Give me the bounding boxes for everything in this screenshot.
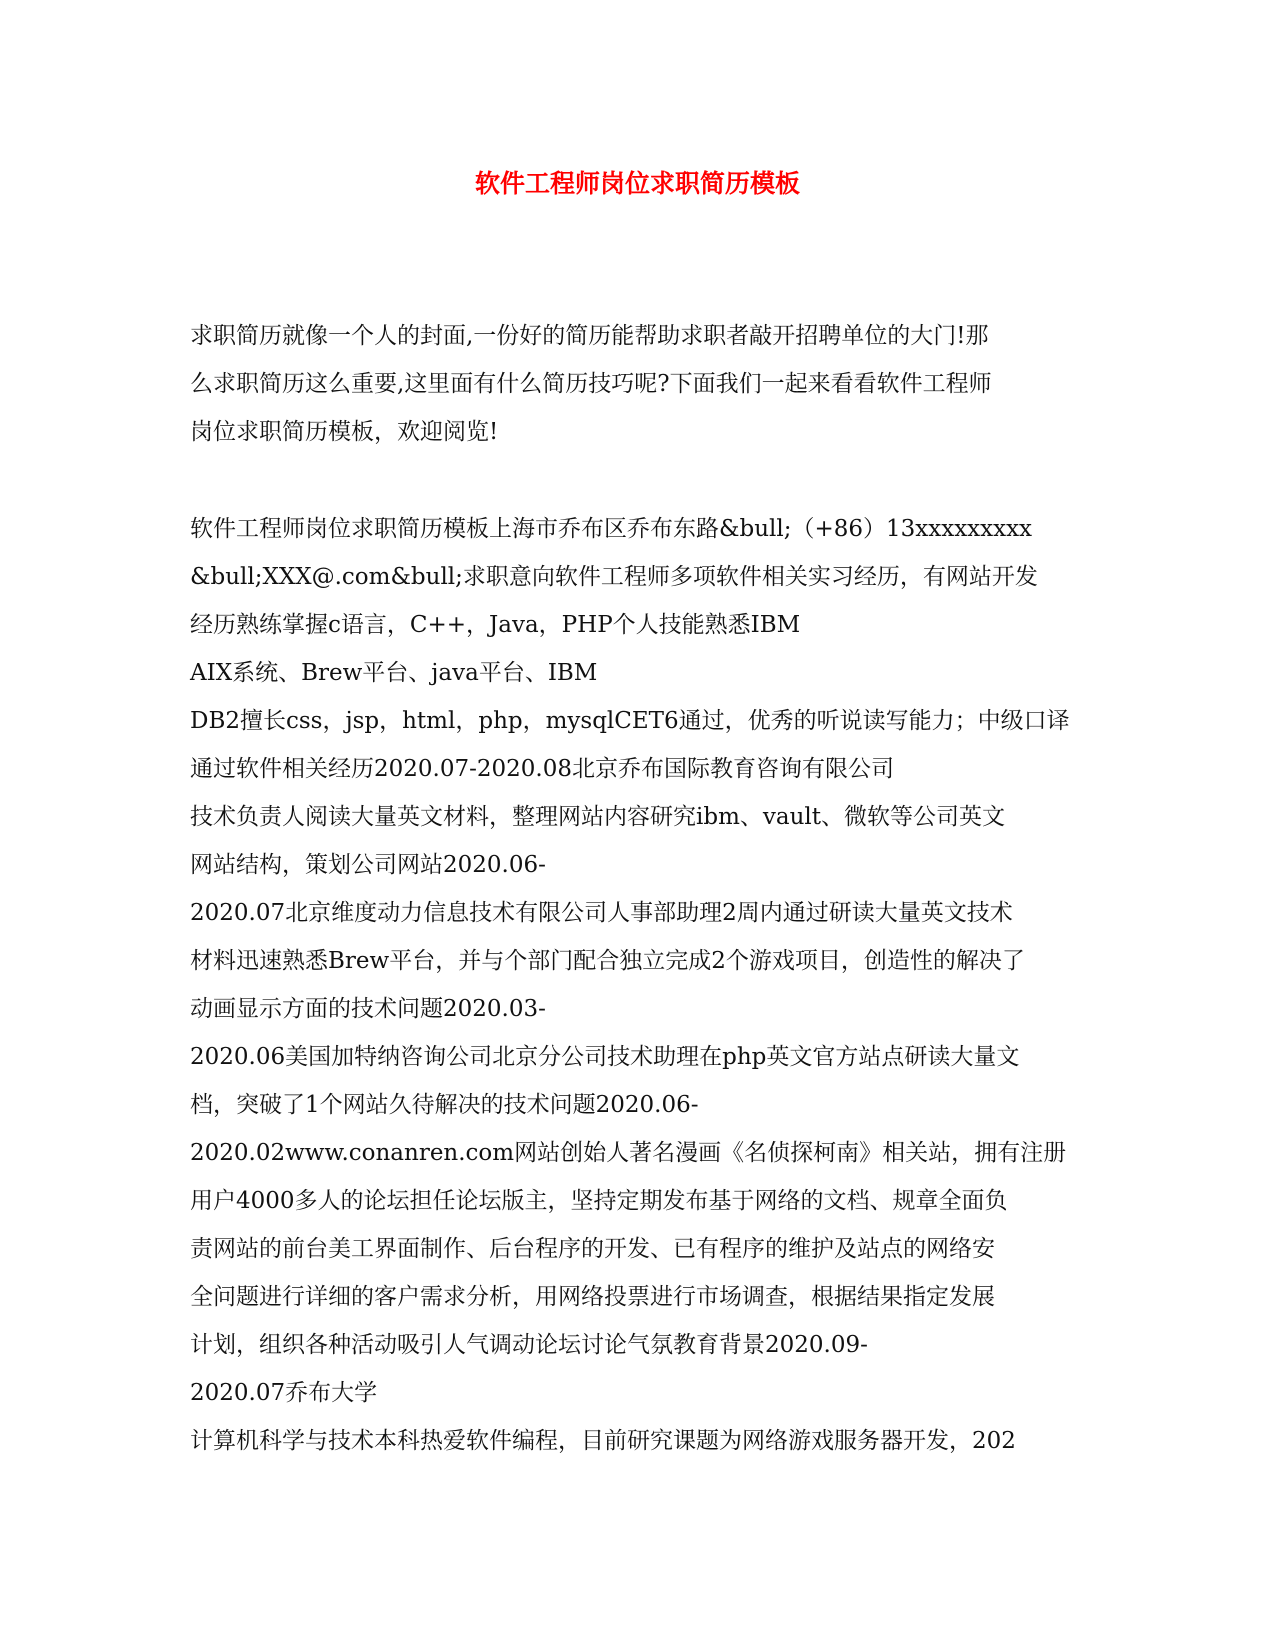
resume-line: 软件工程师岗位求职简历模板上海市乔布区乔布东路&bull;（+86）13xxxxxxxxx: [190, 516, 1033, 542]
intro-paragraph: [190, 312, 1090, 456]
resume-line: 材料迅速熟悉Brew平台，并与个部门配合独立完成2个游戏项目，创造性的解决了: [190, 948, 1025, 974]
resume-paragraph: [190, 505, 1090, 1465]
resume-line: 2020.06美国加特纳咨询公司北京分公司技术助理在php英文官方站点研读大量文: [190, 1044, 1020, 1070]
resume-line: 2020.07乔布大学: [190, 1380, 378, 1406]
resume-line: 经历熟练掌握c语言，C++，Java，PHP个人技能熟悉IBM: [190, 612, 801, 638]
resume-line: 责网站的前台美工界面制作、后台程序的开发、已有程序的维护及站点的网络安: [190, 1236, 995, 1262]
resume-line: 计划，组织各种活动吸引人气调动论坛讨论气氛教育背景2020.09-: [190, 1332, 868, 1358]
document-title: 软件工程师岗位求职简历模板: [474, 169, 800, 198]
resume-line: 动画显示方面的技术问题2020.03-: [190, 996, 546, 1022]
resume-line: DB2擅长css，jsp，html，php，mysqlCET6通过，优秀的听说读写能力；中级口译: [190, 708, 1070, 734]
resume-line: 通过软件相关经历2020.07-2020.08北京乔布国际教育咨询有限公司: [190, 756, 894, 782]
resume-line: AIX系统、Brew平台、java平台、IBM: [190, 660, 598, 686]
resume-line: 技术负责人阅读大量英文材料，整理网站内容研究ibm、vault、微软等公司英文: [190, 804, 1006, 830]
intro-line: 求职简历就像一个人的封面,一份好的简历能帮助求职者敲开招聘单位的大门!那: [190, 323, 989, 349]
resume-line: &bull;XXX@.com&bull;求职意向软件工程师多项软件相关实习经历，有网站开发: [190, 564, 1038, 590]
resume-line: 用户4000多人的论坛担任论坛版主，坚持定期发布基于网络的文档、规章全面负: [190, 1188, 1008, 1214]
resume-line: 计算机科学与技术本科热爱软件编程，目前研究课题为网络游戏服务器开发，202: [190, 1428, 1016, 1454]
resume-line: 档，突破了1个网站久待解决的技术问题2020.06-: [190, 1092, 699, 1118]
intro-line: 岗位求职简历模板，欢迎阅览!: [190, 419, 499, 445]
resume-line: 全问题进行详细的客户需求分析，用网络投票进行市场调查，根据结果指定发展: [190, 1284, 995, 1310]
resume-line: 2020.02www.conanren.com网站创始人著名漫画《名侦探柯南》相关站，拥有注册: [190, 1140, 1067, 1166]
resume-line: 2020.07北京维度动力信息技术有限公司人事部助理2周内通过研读大量英文技术: [190, 900, 1013, 926]
intro-line: 么求职简历这么重要,这里面有什么简历技巧呢?下面我们一起来看看软件工程师: [190, 371, 992, 397]
resume-line: 网站结构，策划公司网站2020.06-: [190, 852, 546, 878]
